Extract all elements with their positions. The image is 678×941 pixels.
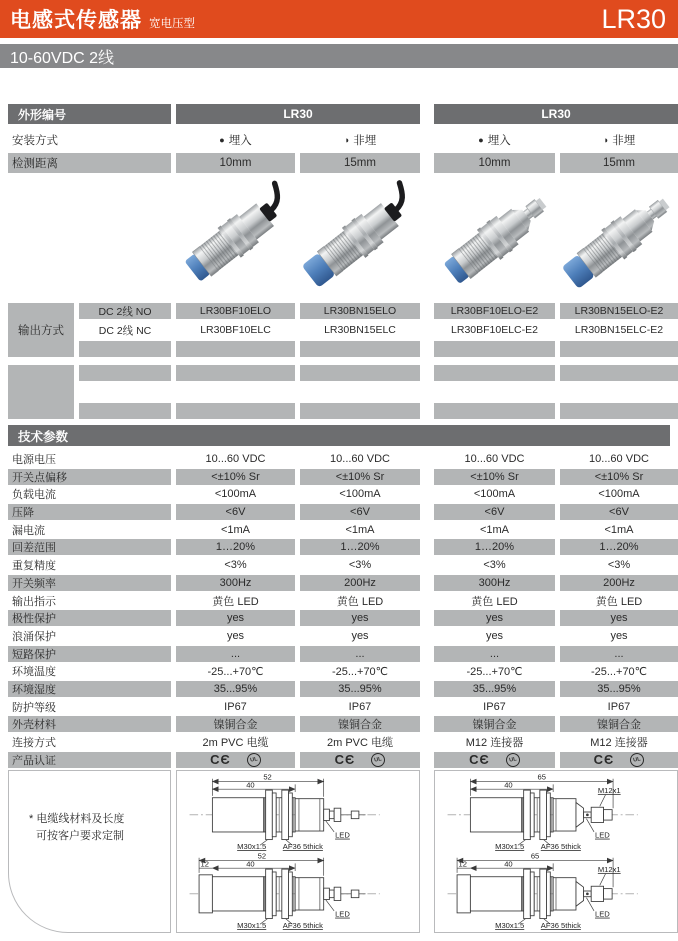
param-value: <6V: [300, 504, 420, 520]
param-row: [8, 504, 678, 520]
svg-text:AF36 5thick: AF36 5thick: [540, 921, 581, 931]
param-value: yes: [560, 610, 678, 626]
param-value: 1…20%: [300, 539, 420, 555]
param-label: 极性保护: [8, 610, 171, 626]
param-row: [8, 663, 678, 679]
distance-value: 15mm: [560, 153, 678, 173]
bottom-section: [8, 770, 678, 933]
dimension-drawings-connector: [434, 770, 678, 933]
param-value: 200Hz: [300, 575, 420, 591]
param-label: 负载电流: [12, 489, 56, 502]
empty-cell: [434, 341, 555, 357]
mounting-value: [434, 132, 555, 148]
param-row: [8, 575, 678, 591]
distance-row: [8, 153, 678, 173]
param-value: -25...+70℃: [466, 665, 523, 678]
empty-cell: [300, 365, 420, 381]
param-value: <100mA: [339, 488, 381, 501]
param-value: 10...60 VDC: [330, 453, 390, 465]
param-value: ...: [300, 646, 420, 662]
certification-value: [560, 752, 678, 768]
empty-cell: [560, 341, 678, 357]
param-label: 浪涌保护: [12, 630, 56, 643]
param-value: yes: [300, 610, 420, 626]
ce-mark-icon: CЄ: [469, 752, 490, 768]
param-value: 镍铜合金: [300, 716, 420, 732]
spacer: [425, 341, 429, 357]
svg-text:40: 40: [246, 859, 255, 869]
empty-cell: [300, 384, 420, 400]
shape-code-row: [8, 104, 678, 124]
ul-mark-icon: UL: [246, 752, 262, 768]
mounting-value: [176, 132, 295, 148]
empty-cell: [176, 384, 295, 400]
ul-mark-icon: UL: [629, 752, 645, 768]
param-row: [8, 557, 678, 573]
param-value: <100mA: [473, 488, 516, 501]
param-label: 漏电流: [12, 524, 45, 537]
model-number: LR30: [601, 3, 666, 34]
param-row: [8, 681, 678, 697]
series-header: LR30: [434, 104, 678, 124]
param-value: 黄色 LED: [595, 595, 643, 608]
mounting-text: 埋入: [228, 135, 252, 147]
svg-text:65: 65: [537, 773, 546, 782]
param-value: yes: [610, 629, 628, 642]
param-value: yes: [434, 610, 555, 626]
param-label: 重复精度: [12, 560, 56, 573]
model-cell: LR30BN15ELO: [300, 303, 420, 319]
empty-cell: [176, 341, 295, 357]
param-value: 10...60 VDC: [464, 453, 525, 465]
empty-cell: [79, 384, 171, 400]
param-value: <1mA: [345, 523, 375, 536]
model-cell: LR30BN15ELC-E2: [574, 324, 664, 336]
drawing-flush-cable: [179, 773, 417, 851]
certification-value: [300, 752, 420, 768]
empty-cell: [176, 403, 295, 419]
model-cell: LR30BF10ELO-E2: [434, 303, 555, 319]
note-line: * 电缆线材料及长度: [29, 813, 125, 826]
output-table: [8, 303, 678, 357]
param-value: 35...95%: [560, 681, 678, 697]
svg-text:M12x1: M12x1: [597, 786, 621, 796]
param-value: 1…20%: [434, 539, 555, 555]
svg-text:AF36 5thick: AF36 5thick: [282, 921, 323, 931]
tech-params-header: [8, 425, 670, 446]
param-value: -25...+70℃: [207, 665, 264, 678]
param-value: 黄色 LED: [336, 595, 384, 608]
dimension-drawings-cable: [176, 770, 420, 933]
param-label: 电源电压: [12, 454, 56, 466]
param-value: IP67: [607, 700, 631, 713]
empty-cell: [79, 365, 171, 381]
drawing-nonflush-connector: [437, 852, 675, 930]
param-value: yes: [351, 629, 369, 642]
ul-mark-icon: UL: [370, 752, 386, 768]
distance-value: 10mm: [176, 153, 295, 173]
param-value: IP67: [348, 700, 372, 713]
spacer: [425, 303, 429, 319]
param-value: <1mA: [604, 523, 634, 536]
param-value: <6V: [434, 504, 555, 520]
empty-cell: [300, 403, 420, 419]
empty-cell: [434, 365, 555, 381]
model-cell: LR30BN15ELC: [324, 324, 396, 336]
svg-text:M30x1.5: M30x1.5: [237, 921, 267, 931]
ul-mark-icon: UL: [505, 752, 521, 768]
page-subtitle: 宽电压型: [149, 18, 195, 30]
empty-cell: [560, 403, 678, 419]
param-label: 压降: [8, 504, 171, 520]
model-cell: LR30BF10ELC-E2: [451, 324, 538, 336]
param-value: <1mA: [479, 523, 510, 536]
cable-note-box: [8, 770, 171, 933]
drawing-flush-connector: [437, 773, 675, 851]
flush-icon: ●: [219, 135, 225, 145]
distance-value: 15mm: [300, 153, 420, 173]
mounting-value: [560, 132, 678, 148]
mounting-value: [300, 132, 420, 148]
drawing-nonflush-cable: [179, 852, 417, 930]
param-value: <±10% Sr: [300, 469, 420, 485]
param-label: 连接方式: [12, 737, 56, 749]
tech-params-title: 技术参数: [18, 429, 69, 444]
sensor-photo-nonflush-connector: [560, 173, 678, 299]
param-row: [8, 593, 678, 609]
param-row: [8, 734, 678, 750]
note-line: 可按客户要求定制: [36, 830, 124, 843]
mounting-row: [8, 129, 678, 151]
param-value: 10...60 VDC: [589, 453, 649, 465]
certification-label: 产品认证: [8, 752, 171, 768]
param-value: <1mA: [220, 523, 251, 536]
mounting-text: 非埋: [612, 135, 636, 147]
spacer: [425, 365, 429, 381]
model-cell: LR30BF10ELO: [176, 303, 295, 319]
param-value: M12 连接器: [590, 737, 648, 749]
param-value: yes: [226, 629, 245, 642]
semi-flush-icon: ◑: [602, 135, 609, 145]
param-value: -25...+70℃: [590, 665, 648, 678]
param-value: <3%: [224, 559, 247, 572]
param-label: 环境湿度: [8, 681, 171, 697]
spacer: [425, 403, 429, 419]
param-row: [8, 469, 678, 485]
certification-value: [176, 752, 295, 768]
param-value: <6V: [560, 504, 678, 520]
param-value: ...: [434, 646, 555, 662]
param-value: -25...+70℃: [331, 665, 389, 678]
voltage-text: 10-60VDC 2线: [10, 49, 115, 67]
param-label: 开关频率: [8, 575, 171, 591]
output-table-empty: [8, 365, 678, 419]
output-type: DC 2线 NC: [98, 324, 152, 337]
model-cell: LR30BN15ELO-E2: [560, 303, 678, 319]
empty-cell: [300, 341, 420, 357]
param-row: [8, 486, 678, 502]
svg-text:LED: LED: [335, 909, 350, 919]
param-label: 短路保护: [8, 646, 171, 662]
param-row: [8, 699, 678, 715]
svg-text:12: 12: [200, 859, 210, 869]
shape-code-label: 外形编号: [8, 104, 171, 124]
param-value: <3%: [348, 559, 372, 572]
svg-text:M12x1: M12x1: [597, 865, 621, 875]
param-value: 1…20%: [176, 539, 295, 555]
spacer: [425, 322, 429, 338]
param-value: 1…20%: [560, 539, 678, 555]
param-row: [8, 646, 678, 662]
sensor-photo-flush-cable: [176, 173, 295, 299]
ce-mark-icon: CЄ: [593, 752, 615, 768]
param-value: 镍铜合金: [560, 716, 678, 732]
svg-text:40: 40: [504, 859, 513, 869]
param-value: ...: [560, 646, 678, 662]
spacer: [425, 384, 429, 400]
empty-cell: [434, 403, 555, 419]
param-value: yes: [485, 629, 504, 642]
param-value: ...: [176, 646, 295, 662]
empty-cell: [176, 365, 295, 381]
param-value: 黄色 LED: [471, 595, 518, 608]
voltage-bar: [0, 44, 678, 68]
svg-text:AF36 5thick: AF36 5thick: [282, 842, 323, 852]
param-value: <±10% Sr: [560, 469, 678, 485]
param-value: 黄色 LED: [212, 595, 259, 608]
param-value: <6V: [176, 504, 295, 520]
semi-flush-icon: ◑: [343, 135, 350, 145]
svg-text:12: 12: [458, 859, 468, 869]
param-row: [8, 539, 678, 555]
sensor-photo-nonflush-cable: [300, 173, 420, 299]
param-value: <3%: [607, 559, 631, 572]
param-value: 35...95%: [434, 681, 555, 697]
param-value: <100mA: [598, 488, 640, 501]
svg-text:52: 52: [263, 773, 272, 782]
ce-mark-icon: CЄ: [334, 752, 356, 768]
output-type: DC 2线 NO: [79, 303, 171, 319]
empty-cell: [79, 341, 171, 357]
param-label: 环境温度: [12, 666, 56, 679]
svg-text:LED: LED: [335, 830, 350, 840]
param-value: <3%: [483, 559, 506, 572]
param-label: 输出指示: [12, 595, 56, 608]
svg-text:M30x1.5: M30x1.5: [495, 842, 525, 852]
param-value: 300Hz: [434, 575, 555, 591]
param-value: 35...95%: [176, 681, 295, 697]
param-value: <±10% Sr: [176, 469, 295, 485]
flush-icon: ●: [478, 135, 484, 145]
mounting-label: 安装方式: [12, 135, 58, 147]
ce-mark-icon: CЄ: [210, 752, 231, 768]
mounting-text: 埋入: [487, 135, 511, 147]
param-row: [8, 716, 678, 732]
param-label: 开关点偏移: [8, 469, 171, 485]
distance-value: 10mm: [434, 153, 555, 173]
svg-text:M30x1.5: M30x1.5: [237, 842, 267, 852]
svg-text:AF36 5thick: AF36 5thick: [540, 842, 581, 852]
mounting-text: 非埋: [353, 135, 377, 147]
empty-cell: [79, 403, 171, 419]
certification-row: [8, 752, 678, 768]
distance-label: 检测距离: [8, 153, 171, 173]
param-value: 35...95%: [300, 681, 420, 697]
param-value: 镍铜合金: [434, 716, 555, 732]
output-mode-label: 输出方式: [8, 303, 74, 357]
certification-value: [434, 752, 555, 768]
param-label: 外壳材料: [8, 716, 171, 732]
svg-text:LED: LED: [595, 830, 610, 840]
header-bar: [0, 0, 678, 38]
empty-cell: [560, 365, 678, 381]
sensor-photo-flush-connector: [434, 173, 555, 299]
param-value: M12 连接器: [465, 737, 524, 749]
param-value: 300Hz: [176, 575, 295, 591]
param-value: 2m PVC 电缆: [202, 737, 269, 749]
param-value: <100mA: [214, 488, 257, 501]
svg-text:40: 40: [504, 780, 513, 790]
svg-text:65: 65: [530, 852, 540, 861]
param-value: 10...60 VDC: [205, 453, 266, 465]
param-label: 回差范围: [8, 539, 171, 555]
param-row: [8, 522, 678, 538]
svg-text:LED: LED: [595, 909, 610, 919]
param-value: 2m PVC 电缆: [326, 737, 393, 749]
param-row: [8, 610, 678, 626]
empty-cell: [560, 384, 678, 400]
param-label: 防护等级: [12, 701, 56, 714]
param-value: yes: [176, 610, 295, 626]
page-title: 电感式传感器: [10, 9, 142, 32]
param-value: 镍铜合金: [176, 716, 295, 732]
model-cell: LR30BF10ELC: [200, 324, 271, 336]
param-row: [8, 451, 678, 467]
series-header: LR30: [176, 104, 420, 124]
param-value: IP67: [483, 700, 506, 713]
param-value: 200Hz: [560, 575, 678, 591]
product-photos-row: [8, 173, 678, 299]
empty-cell: [434, 384, 555, 400]
svg-text:M30x1.5: M30x1.5: [495, 921, 525, 931]
svg-text:52: 52: [257, 852, 267, 861]
param-row: [8, 628, 678, 644]
svg-text:40: 40: [246, 780, 255, 790]
param-value: <±10% Sr: [434, 469, 555, 485]
empty-label: [8, 365, 74, 419]
param-value: IP67: [224, 700, 247, 713]
